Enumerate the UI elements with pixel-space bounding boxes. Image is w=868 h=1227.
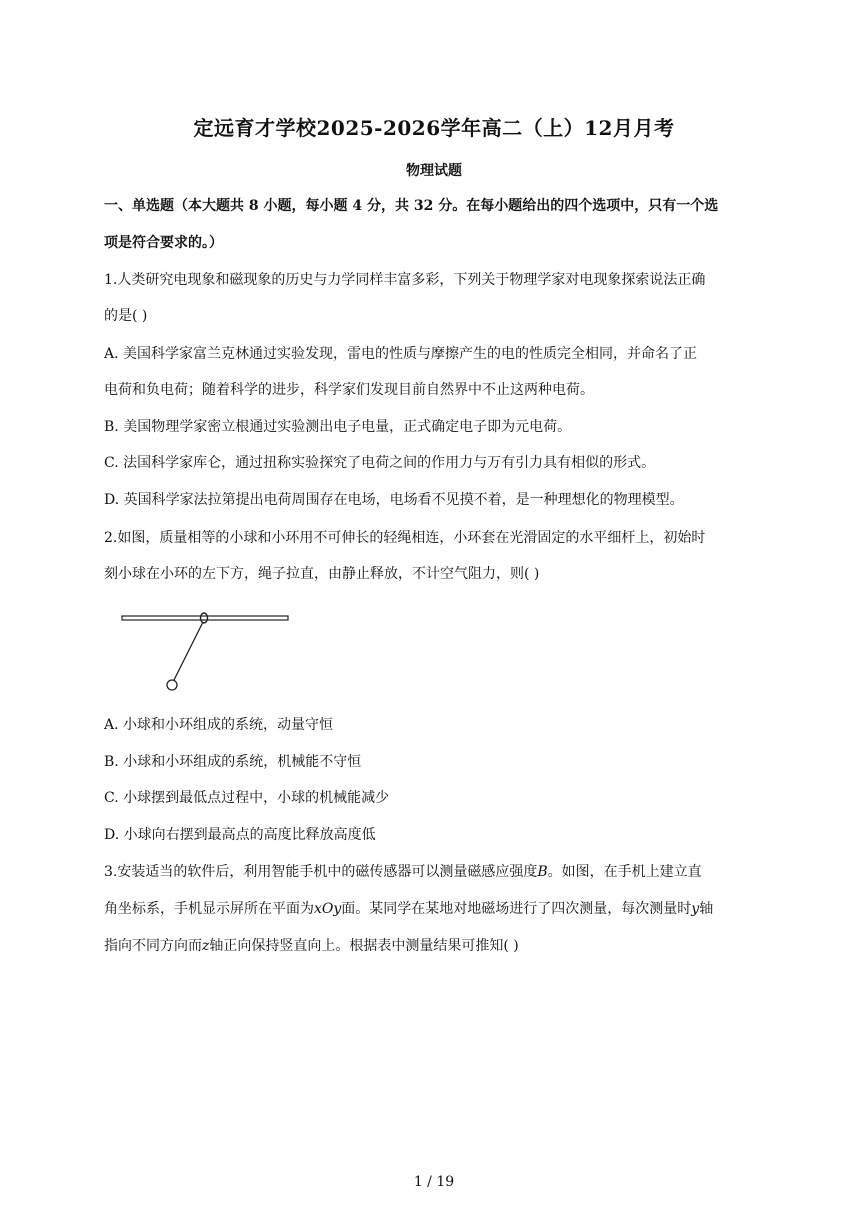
exam-title: 定远育才学校2025-2026学年高二（上）12月月考 xyxy=(193,116,675,140)
q1-stem-line1: 1.人类研究电现象和磁现象的历史与力学同样丰富多彩，下列关于物理学家对电现象探索说法正确 xyxy=(104,272,706,288)
rod-ring-ball-figure xyxy=(110,602,300,702)
q2-stem-line1: 2.如图，质量相等的小球和小环用不可伸长的轻绳相连，小环套在光滑固定的水平细杆上，初始时 xyxy=(104,530,706,546)
q3-stem-line2 xyxy=(104,899,774,919)
q3-var-y: y xyxy=(691,901,700,917)
q3-var-b: B xyxy=(537,864,548,880)
q3-line1-text-b: 。如图，在手机上建立直 xyxy=(547,864,702,880)
page-number: 1 / 19 xyxy=(413,1174,455,1190)
exam-subtitle: 物理试题 xyxy=(406,163,462,179)
q2-option-d: D. 小球向右摆到最高点的高度比释放高度低 xyxy=(104,827,376,843)
q3-line3-text-a: 指向不同方向而 xyxy=(104,938,202,954)
q1-option-c: C. 法国科学家库仑，通过扭称实验探究了电荷之间的作用力与万有引力具有相似的形式。 xyxy=(104,455,656,471)
q3-var-z: z xyxy=(202,938,210,954)
q3-line2-text-b: 面。某同学在某地对地磁场进行了四次测量，每次测量时 xyxy=(341,901,692,917)
small-ball xyxy=(167,680,177,690)
section-heading-line1: 一、单选题（本大题共 8 小题，每小题 4 分，共 32 分。在每小题给出的四个选项中，只有一个选 xyxy=(104,198,719,214)
q3-line2-text-c: 轴 xyxy=(699,901,714,917)
q3-line2-text-a: 角坐标系，手机显示屏所在平面为 xyxy=(104,901,314,917)
q2-option-b: B. 小球和小环组成的系统，机械能不守恒 xyxy=(104,754,362,770)
horizontal-rod xyxy=(122,616,288,620)
q3-stem-line3 xyxy=(104,936,774,956)
light-rope xyxy=(174,622,203,680)
q2-option-c: C. 小球摆到最低点过程中，小球的机械能减少 xyxy=(104,790,390,806)
section-heading-line2: 项是符合要求的。） xyxy=(104,235,223,251)
q1-option-b: B. 美国物理学家密立根通过实验测出电子电量，正式确定电子即为元电荷。 xyxy=(104,419,572,435)
q1-stem-line2: 的是( ) xyxy=(104,308,148,324)
q3-line3-text-b: 轴正向保持竖直向上。根据表中测量结果可推知( ) xyxy=(209,938,519,954)
q2-option-a: A. 小球和小环组成的系统，动量守恒 xyxy=(104,717,334,733)
q1-option-d: D. 英国科学家法拉第提出电荷周围存在电场，电场看不见摸不着，是一种理想化的物理模型。 xyxy=(104,492,684,508)
q3-var-xoy: xOy xyxy=(314,901,342,917)
q1-option-a-line2: 电荷和负电荷；随着科学的进步，科学家们发现目前自然界中不止这两种电荷。 xyxy=(104,382,594,398)
q3-stem-line1 xyxy=(104,862,774,882)
q1-option-a-line1: A. 美国科学家富兰克林通过实验发现，雷电的性质与摩擦产生的电的性质完全相同，并命名了正 xyxy=(104,346,698,362)
q2-stem-line2: 刻小球在小环的左下方，绳子拉直，由静止释放，不计空气阻力，则( ) xyxy=(104,566,540,582)
q3-line1-text-a: 3.安装适当的软件后，利用智能手机中的磁传感器可以测量磁感应强度 xyxy=(104,864,538,880)
